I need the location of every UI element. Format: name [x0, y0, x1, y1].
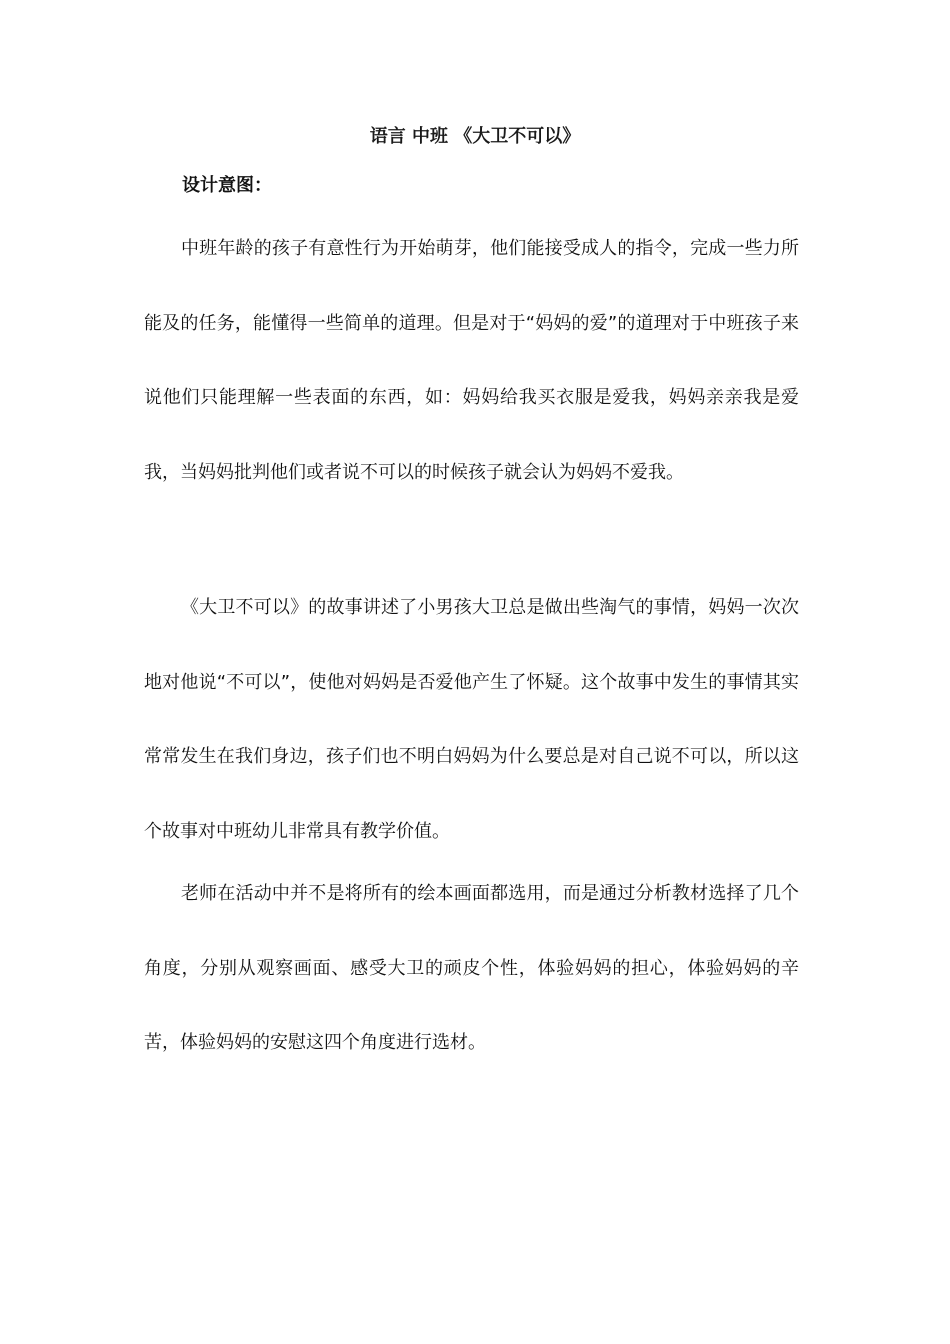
document-title: 语言 中班 《大卫不可以》 [369, 126, 581, 147]
paragraph: 老师在活动中并不是将所有的绘本画面都选用，而是通过分析教材选择了几个角度，分别从观察画面、感受大卫的顽皮个性，体验妈妈的担心，体验妈妈的辛苦，体验妈妈的安慰这四个角度进行选材。 [144, 883, 799, 1053]
section-heading: 设计意图： [182, 175, 272, 196]
paragraph: 《大卫不可以》的故事讲述了小男孩大卫总是做出些淘气的事情，妈妈一次次地对他说“不可以”，使他对妈妈是否爱他产生了怀疑。这个故事中发生的事情其实常常发生在我们身边，孩子们也不明白妈妈为什么要总是对自己说不可以，所以这个故事对中班幼儿非常具有教学价值。 [144, 597, 799, 842]
paragraph: 中班年龄的孩子有意性行为开始萌芽，他们能接受成人的指令，完成一些力所能及的任务，能懂得一些简单的道理。但是对于“妈妈的爱”的道理对于中班孩子来说他们只能理解一些表面的东西，如：妈妈给我买衣服是爱我，妈妈亲亲我是爱我，当妈妈批判他们或者说不可以的时候孩子就会认为妈妈不爱我。 [144, 238, 799, 483]
